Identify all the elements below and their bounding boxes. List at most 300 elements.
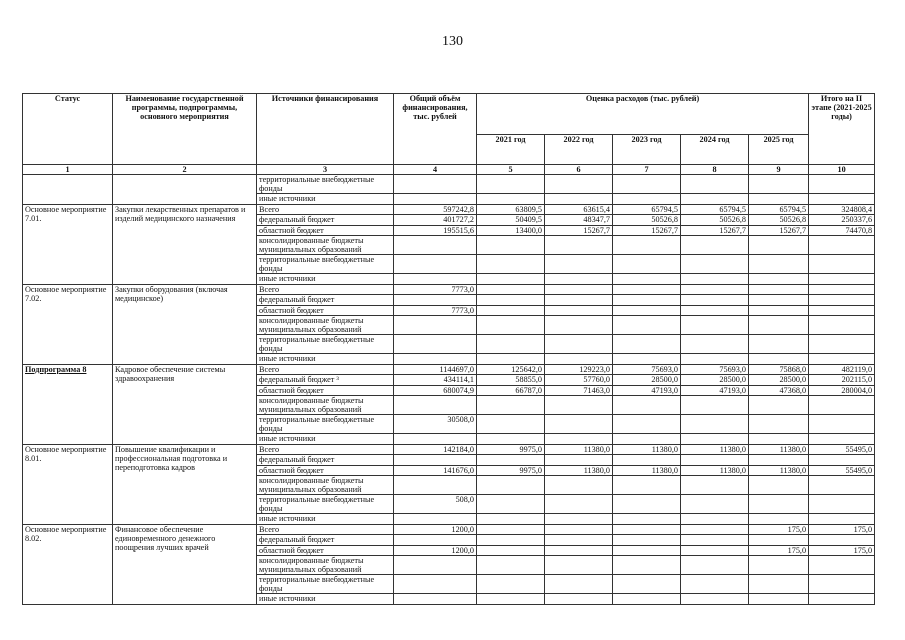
value-cell: [545, 594, 613, 605]
value-cell: [681, 284, 749, 295]
value-cell: 9975,0: [477, 444, 545, 455]
value-cell: [681, 514, 749, 525]
value-cell: [394, 476, 477, 495]
value-cell: 142184,0: [394, 444, 477, 455]
funding-source-cell: федеральный бюджет: [257, 535, 394, 546]
header-sources: Источники финансирования: [257, 94, 394, 165]
value-cell: 50526,8: [613, 215, 681, 226]
value-cell: 48347,7: [545, 215, 613, 226]
value-cell: [809, 575, 875, 594]
value-cell: [613, 415, 681, 434]
program-name-cell: Закупки оборудования (включая медицинское): [113, 284, 257, 364]
value-cell: [545, 354, 613, 365]
program-name-cell: Повышение квалификации и профессиональная подготовка и переподготовка кадров: [113, 444, 257, 524]
value-cell: [545, 274, 613, 285]
value-cell: [613, 575, 681, 594]
value-cell: [394, 455, 477, 466]
page-number: 130: [442, 34, 463, 49]
value-cell: 202115,0: [809, 375, 875, 386]
column-number: 10: [809, 165, 875, 175]
value-cell: 280004,0: [809, 385, 875, 396]
column-number: 7: [613, 165, 681, 175]
value-cell: 28500,0: [613, 375, 681, 386]
value-cell: [749, 236, 809, 255]
value-cell: [613, 545, 681, 556]
value-cell: [749, 335, 809, 354]
value-cell: [809, 236, 875, 255]
value-cell: [613, 194, 681, 205]
value-cell: 75868,0: [749, 364, 809, 375]
value-cell: [809, 455, 875, 466]
funding-source-cell: территориальные внебюджетные фонды: [257, 335, 394, 354]
value-cell: [394, 354, 477, 365]
value-cell: [681, 455, 749, 466]
value-cell: 74470,8: [809, 225, 875, 236]
value-cell: 30508,0: [394, 415, 477, 434]
funding-source-cell: консолидированные бюджеты муниципальных образований: [257, 316, 394, 335]
status-cell: Основное мероприятие 8.02.: [23, 524, 113, 604]
table-body: [23, 175, 875, 605]
value-cell: 50526,8: [681, 215, 749, 226]
value-cell: [477, 556, 545, 575]
program-name-cell: Финансовое обеспечение единовременного денежного поощрения лучших врачей: [113, 524, 257, 604]
value-cell: [749, 575, 809, 594]
value-cell: [545, 316, 613, 335]
value-cell: 175,0: [749, 545, 809, 556]
value-cell: 15267,7: [681, 225, 749, 236]
funding-source-cell: областной бюджет: [257, 465, 394, 476]
funding-source-cell: иные источники: [257, 194, 394, 205]
column-number: 5: [477, 165, 545, 175]
value-cell: [681, 316, 749, 335]
value-cell: 482119,0: [809, 364, 875, 375]
value-cell: [613, 556, 681, 575]
value-cell: [394, 236, 477, 255]
value-cell: [809, 255, 875, 274]
value-cell: [809, 354, 875, 365]
funding-source-cell: федеральный бюджет: [257, 455, 394, 466]
value-cell: [809, 594, 875, 605]
value-cell: 65794,5: [613, 204, 681, 215]
value-cell: [809, 295, 875, 306]
value-cell: 1200,0: [394, 545, 477, 556]
value-cell: 508,0: [394, 495, 477, 514]
value-cell: 65794,5: [681, 204, 749, 215]
header-year-2021: 2021 год: [477, 135, 545, 165]
value-cell: [681, 415, 749, 434]
value-cell: 15267,7: [545, 225, 613, 236]
value-cell: [477, 514, 545, 525]
value-cell: [613, 295, 681, 306]
value-cell: 71463,0: [545, 385, 613, 396]
column-number: 3: [257, 165, 394, 175]
funding-source-cell: Всего: [257, 284, 394, 295]
value-cell: [477, 335, 545, 354]
value-cell: [477, 396, 545, 415]
value-cell: [394, 335, 477, 354]
funding-source-cell: иные источники: [257, 434, 394, 445]
value-cell: [681, 305, 749, 316]
value-cell: 141676,0: [394, 465, 477, 476]
value-cell: [545, 524, 613, 535]
value-cell: [477, 575, 545, 594]
value-cell: [681, 354, 749, 365]
status-cell: Основное мероприятие 7.02.: [23, 284, 113, 364]
value-cell: 324808,4: [809, 204, 875, 215]
table-row: [23, 444, 875, 455]
value-cell: [749, 455, 809, 466]
value-cell: [613, 354, 681, 365]
column-number: 9: [749, 165, 809, 175]
table-header: [23, 94, 875, 175]
value-cell: 55495,0: [809, 444, 875, 455]
value-cell: [477, 316, 545, 335]
value-cell: [613, 335, 681, 354]
value-cell: [477, 594, 545, 605]
value-cell: [749, 556, 809, 575]
funding-source-cell: федеральный бюджет: [257, 295, 394, 306]
value-cell: [613, 305, 681, 316]
value-cell: [394, 175, 477, 194]
funding-source-cell: территориальные внебюджетные фонды: [257, 415, 394, 434]
value-cell: [477, 535, 545, 546]
header-stage-total: Итого на II этапе (2021-2025 годы): [809, 94, 875, 165]
funding-source-cell: Всего: [257, 524, 394, 535]
value-cell: [749, 255, 809, 274]
value-cell: [477, 434, 545, 445]
value-cell: [477, 255, 545, 274]
value-cell: [749, 476, 809, 495]
value-cell: [477, 284, 545, 295]
value-cell: [545, 295, 613, 306]
value-cell: [613, 476, 681, 495]
value-cell: [545, 236, 613, 255]
value-cell: [545, 495, 613, 514]
value-cell: [545, 284, 613, 295]
funding-source-cell: Всего: [257, 364, 394, 375]
value-cell: [545, 556, 613, 575]
value-cell: [681, 194, 749, 205]
value-cell: [477, 274, 545, 285]
program-name-cell: [113, 175, 257, 205]
funding-source-cell: областной бюджет: [257, 225, 394, 236]
value-cell: 50526,8: [749, 215, 809, 226]
funding-source-cell: областной бюджет: [257, 545, 394, 556]
value-cell: [545, 335, 613, 354]
value-cell: [613, 175, 681, 194]
value-cell: [809, 175, 875, 194]
value-cell: 50409,5: [477, 215, 545, 226]
program-name-cell: Закупки лекарственных препаратов и изделий медицинского назначения: [113, 204, 257, 284]
value-cell: [394, 594, 477, 605]
funding-source-cell: консолидированные бюджеты муниципальных образований: [257, 236, 394, 255]
value-cell: [681, 335, 749, 354]
value-cell: 75693,0: [613, 364, 681, 375]
column-number: 1: [23, 165, 113, 175]
value-cell: [749, 354, 809, 365]
value-cell: [681, 175, 749, 194]
value-cell: [545, 175, 613, 194]
value-cell: 11380,0: [545, 465, 613, 476]
value-cell: [477, 524, 545, 535]
value-cell: [394, 295, 477, 306]
value-cell: [749, 415, 809, 434]
value-cell: 66787,0: [477, 385, 545, 396]
value-cell: [545, 575, 613, 594]
value-cell: [613, 455, 681, 466]
value-cell: [749, 434, 809, 445]
value-cell: [681, 255, 749, 274]
header-year-2023: 2023 год: [613, 135, 681, 165]
column-number: 8: [681, 165, 749, 175]
value-cell: [749, 194, 809, 205]
value-cell: [613, 594, 681, 605]
value-cell: [394, 396, 477, 415]
value-cell: [394, 316, 477, 335]
header-year-2022: 2022 год: [545, 135, 613, 165]
value-cell: 11380,0: [613, 465, 681, 476]
funding-source-cell: иные источники: [257, 354, 394, 365]
value-cell: 597242,8: [394, 204, 477, 215]
value-cell: [477, 495, 545, 514]
value-cell: [809, 434, 875, 445]
value-cell: [477, 295, 545, 306]
value-cell: 58855,0: [477, 375, 545, 386]
value-cell: 15267,7: [749, 225, 809, 236]
funding-source-cell: территориальные внебюджетные фонды: [257, 255, 394, 274]
value-cell: 11380,0: [749, 465, 809, 476]
column-number-row: [23, 165, 875, 175]
value-cell: 47193,0: [613, 385, 681, 396]
value-cell: [681, 545, 749, 556]
value-cell: 28500,0: [681, 375, 749, 386]
value-cell: [809, 316, 875, 335]
value-cell: [809, 556, 875, 575]
funding-source-cell: иные источники: [257, 594, 394, 605]
value-cell: [749, 274, 809, 285]
header-total-volume: Общий объём финансирования, тыс. рублей: [394, 94, 477, 165]
value-cell: [809, 284, 875, 295]
value-cell: [681, 236, 749, 255]
funding-source-cell: федеральный бюджет: [257, 215, 394, 226]
value-cell: 250337,6: [809, 215, 875, 226]
value-cell: [749, 495, 809, 514]
value-cell: [681, 575, 749, 594]
value-cell: 11380,0: [681, 444, 749, 455]
value-cell: [681, 556, 749, 575]
value-cell: 47368,0: [749, 385, 809, 396]
value-cell: 57760,0: [545, 375, 613, 386]
value-cell: 129223,0: [545, 364, 613, 375]
value-cell: [681, 295, 749, 306]
value-cell: [545, 305, 613, 316]
value-cell: [749, 535, 809, 546]
table-row: [23, 524, 875, 535]
value-cell: [477, 415, 545, 434]
funding-source-cell: территориальные внебюджетные фонды: [257, 575, 394, 594]
value-cell: [749, 305, 809, 316]
value-cell: [749, 175, 809, 194]
header-year-2025: 2025 год: [749, 135, 809, 165]
value-cell: 7773,0: [394, 284, 477, 295]
value-cell: [477, 305, 545, 316]
value-cell: [477, 194, 545, 205]
value-cell: 195515,6: [394, 225, 477, 236]
value-cell: [809, 274, 875, 285]
value-cell: [749, 316, 809, 335]
value-cell: [809, 514, 875, 525]
value-cell: [613, 514, 681, 525]
value-cell: 175,0: [749, 524, 809, 535]
value-cell: [613, 524, 681, 535]
value-cell: [477, 354, 545, 365]
status-cell: Основное мероприятие 7.01.: [23, 204, 113, 284]
column-number: 4: [394, 165, 477, 175]
funding-source-cell: консолидированные бюджеты муниципальных образований: [257, 476, 394, 495]
value-cell: [809, 495, 875, 514]
value-cell: [545, 476, 613, 495]
value-cell: [545, 434, 613, 445]
value-cell: [477, 236, 545, 255]
value-cell: 175,0: [809, 545, 875, 556]
value-cell: [749, 514, 809, 525]
value-cell: [394, 434, 477, 445]
value-cell: [545, 396, 613, 415]
value-cell: [613, 255, 681, 274]
value-cell: 75693,0: [681, 364, 749, 375]
value-cell: 680074,9: [394, 385, 477, 396]
funding-source-cell: федеральный бюджет ³: [257, 375, 394, 386]
value-cell: [681, 524, 749, 535]
value-cell: [681, 434, 749, 445]
header-estimate: Оценка расходов (тыс. рублей): [477, 94, 809, 135]
value-cell: [613, 284, 681, 295]
table-row: [23, 204, 875, 215]
column-number: 2: [113, 165, 257, 175]
value-cell: 11380,0: [681, 465, 749, 476]
value-cell: [613, 434, 681, 445]
value-cell: [545, 194, 613, 205]
value-cell: [545, 415, 613, 434]
status-cell: Основное мероприятие 8.01.: [23, 444, 113, 524]
funding-source-cell: консолидированные бюджеты муниципальных образований: [257, 556, 394, 575]
value-cell: [477, 545, 545, 556]
value-cell: [681, 476, 749, 495]
value-cell: [545, 514, 613, 525]
value-cell: [681, 274, 749, 285]
value-cell: [681, 594, 749, 605]
value-cell: 65794,5: [749, 204, 809, 215]
value-cell: [394, 194, 477, 205]
value-cell: [394, 255, 477, 274]
value-cell: [394, 556, 477, 575]
value-cell: [613, 236, 681, 255]
program-name-cell: Кадровое обеспечение системы здравоохранения: [113, 364, 257, 444]
value-cell: [749, 284, 809, 295]
funding-source-cell: иные источники: [257, 274, 394, 285]
value-cell: [809, 396, 875, 415]
value-cell: [545, 535, 613, 546]
value-cell: [545, 545, 613, 556]
table-row: [23, 175, 875, 194]
funding-source-cell: Всего: [257, 444, 394, 455]
table-row: [23, 364, 875, 375]
header-program-name: Наименование государственной программы, подпрограммы, основного мероприятия: [113, 94, 257, 165]
value-cell: 125642,0: [477, 364, 545, 375]
financing-table: [22, 93, 875, 605]
value-cell: 434114,1: [394, 375, 477, 386]
value-cell: [809, 535, 875, 546]
value-cell: [394, 535, 477, 546]
value-cell: [477, 476, 545, 495]
header-year-2024: 2024 год: [681, 135, 749, 165]
value-cell: [613, 535, 681, 546]
funding-source-cell: иные источники: [257, 514, 394, 525]
table-row: [23, 284, 875, 295]
value-cell: [394, 575, 477, 594]
funding-source-cell: областной бюджет: [257, 385, 394, 396]
value-cell: 175,0: [809, 524, 875, 535]
value-cell: [809, 476, 875, 495]
funding-source-cell: территориальные внебюджетные фонды: [257, 175, 394, 194]
value-cell: [809, 335, 875, 354]
value-cell: [809, 415, 875, 434]
value-cell: 7773,0: [394, 305, 477, 316]
funding-source-cell: территориальные внебюджетные фонды: [257, 495, 394, 514]
value-cell: 401727,2: [394, 215, 477, 226]
funding-source-cell: областной бюджет: [257, 305, 394, 316]
value-cell: [749, 295, 809, 306]
value-cell: [681, 535, 749, 546]
value-cell: [477, 175, 545, 194]
value-cell: [681, 396, 749, 415]
value-cell: [809, 305, 875, 316]
status-cell: [23, 175, 113, 205]
value-cell: 55495,0: [809, 465, 875, 476]
value-cell: 11380,0: [613, 444, 681, 455]
value-cell: [809, 194, 875, 205]
column-number: 6: [545, 165, 613, 175]
value-cell: 63615,4: [545, 204, 613, 215]
value-cell: [749, 396, 809, 415]
value-cell: [749, 594, 809, 605]
value-cell: 11380,0: [749, 444, 809, 455]
value-cell: [545, 455, 613, 466]
value-cell: 15267,7: [613, 225, 681, 236]
value-cell: [477, 455, 545, 466]
funding-source-cell: Всего: [257, 204, 394, 215]
value-cell: 1200,0: [394, 524, 477, 535]
value-cell: 9975,0: [477, 465, 545, 476]
status-cell: Подпрограмма 8: [23, 364, 113, 444]
header-status: Статус: [23, 94, 113, 165]
value-cell: 1144697,0: [394, 364, 477, 375]
value-cell: [545, 255, 613, 274]
funding-source-cell: консолидированные бюджеты муниципальных образований: [257, 396, 394, 415]
value-cell: [394, 514, 477, 525]
value-cell: [613, 396, 681, 415]
value-cell: [613, 274, 681, 285]
value-cell: 47193,0: [681, 385, 749, 396]
value-cell: [613, 495, 681, 514]
value-cell: [681, 495, 749, 514]
value-cell: 28500,0: [749, 375, 809, 386]
financing-table-container: [22, 93, 875, 605]
value-cell: 11380,0: [545, 444, 613, 455]
value-cell: [394, 274, 477, 285]
value-cell: 63809,5: [477, 204, 545, 215]
value-cell: 13400,0: [477, 225, 545, 236]
